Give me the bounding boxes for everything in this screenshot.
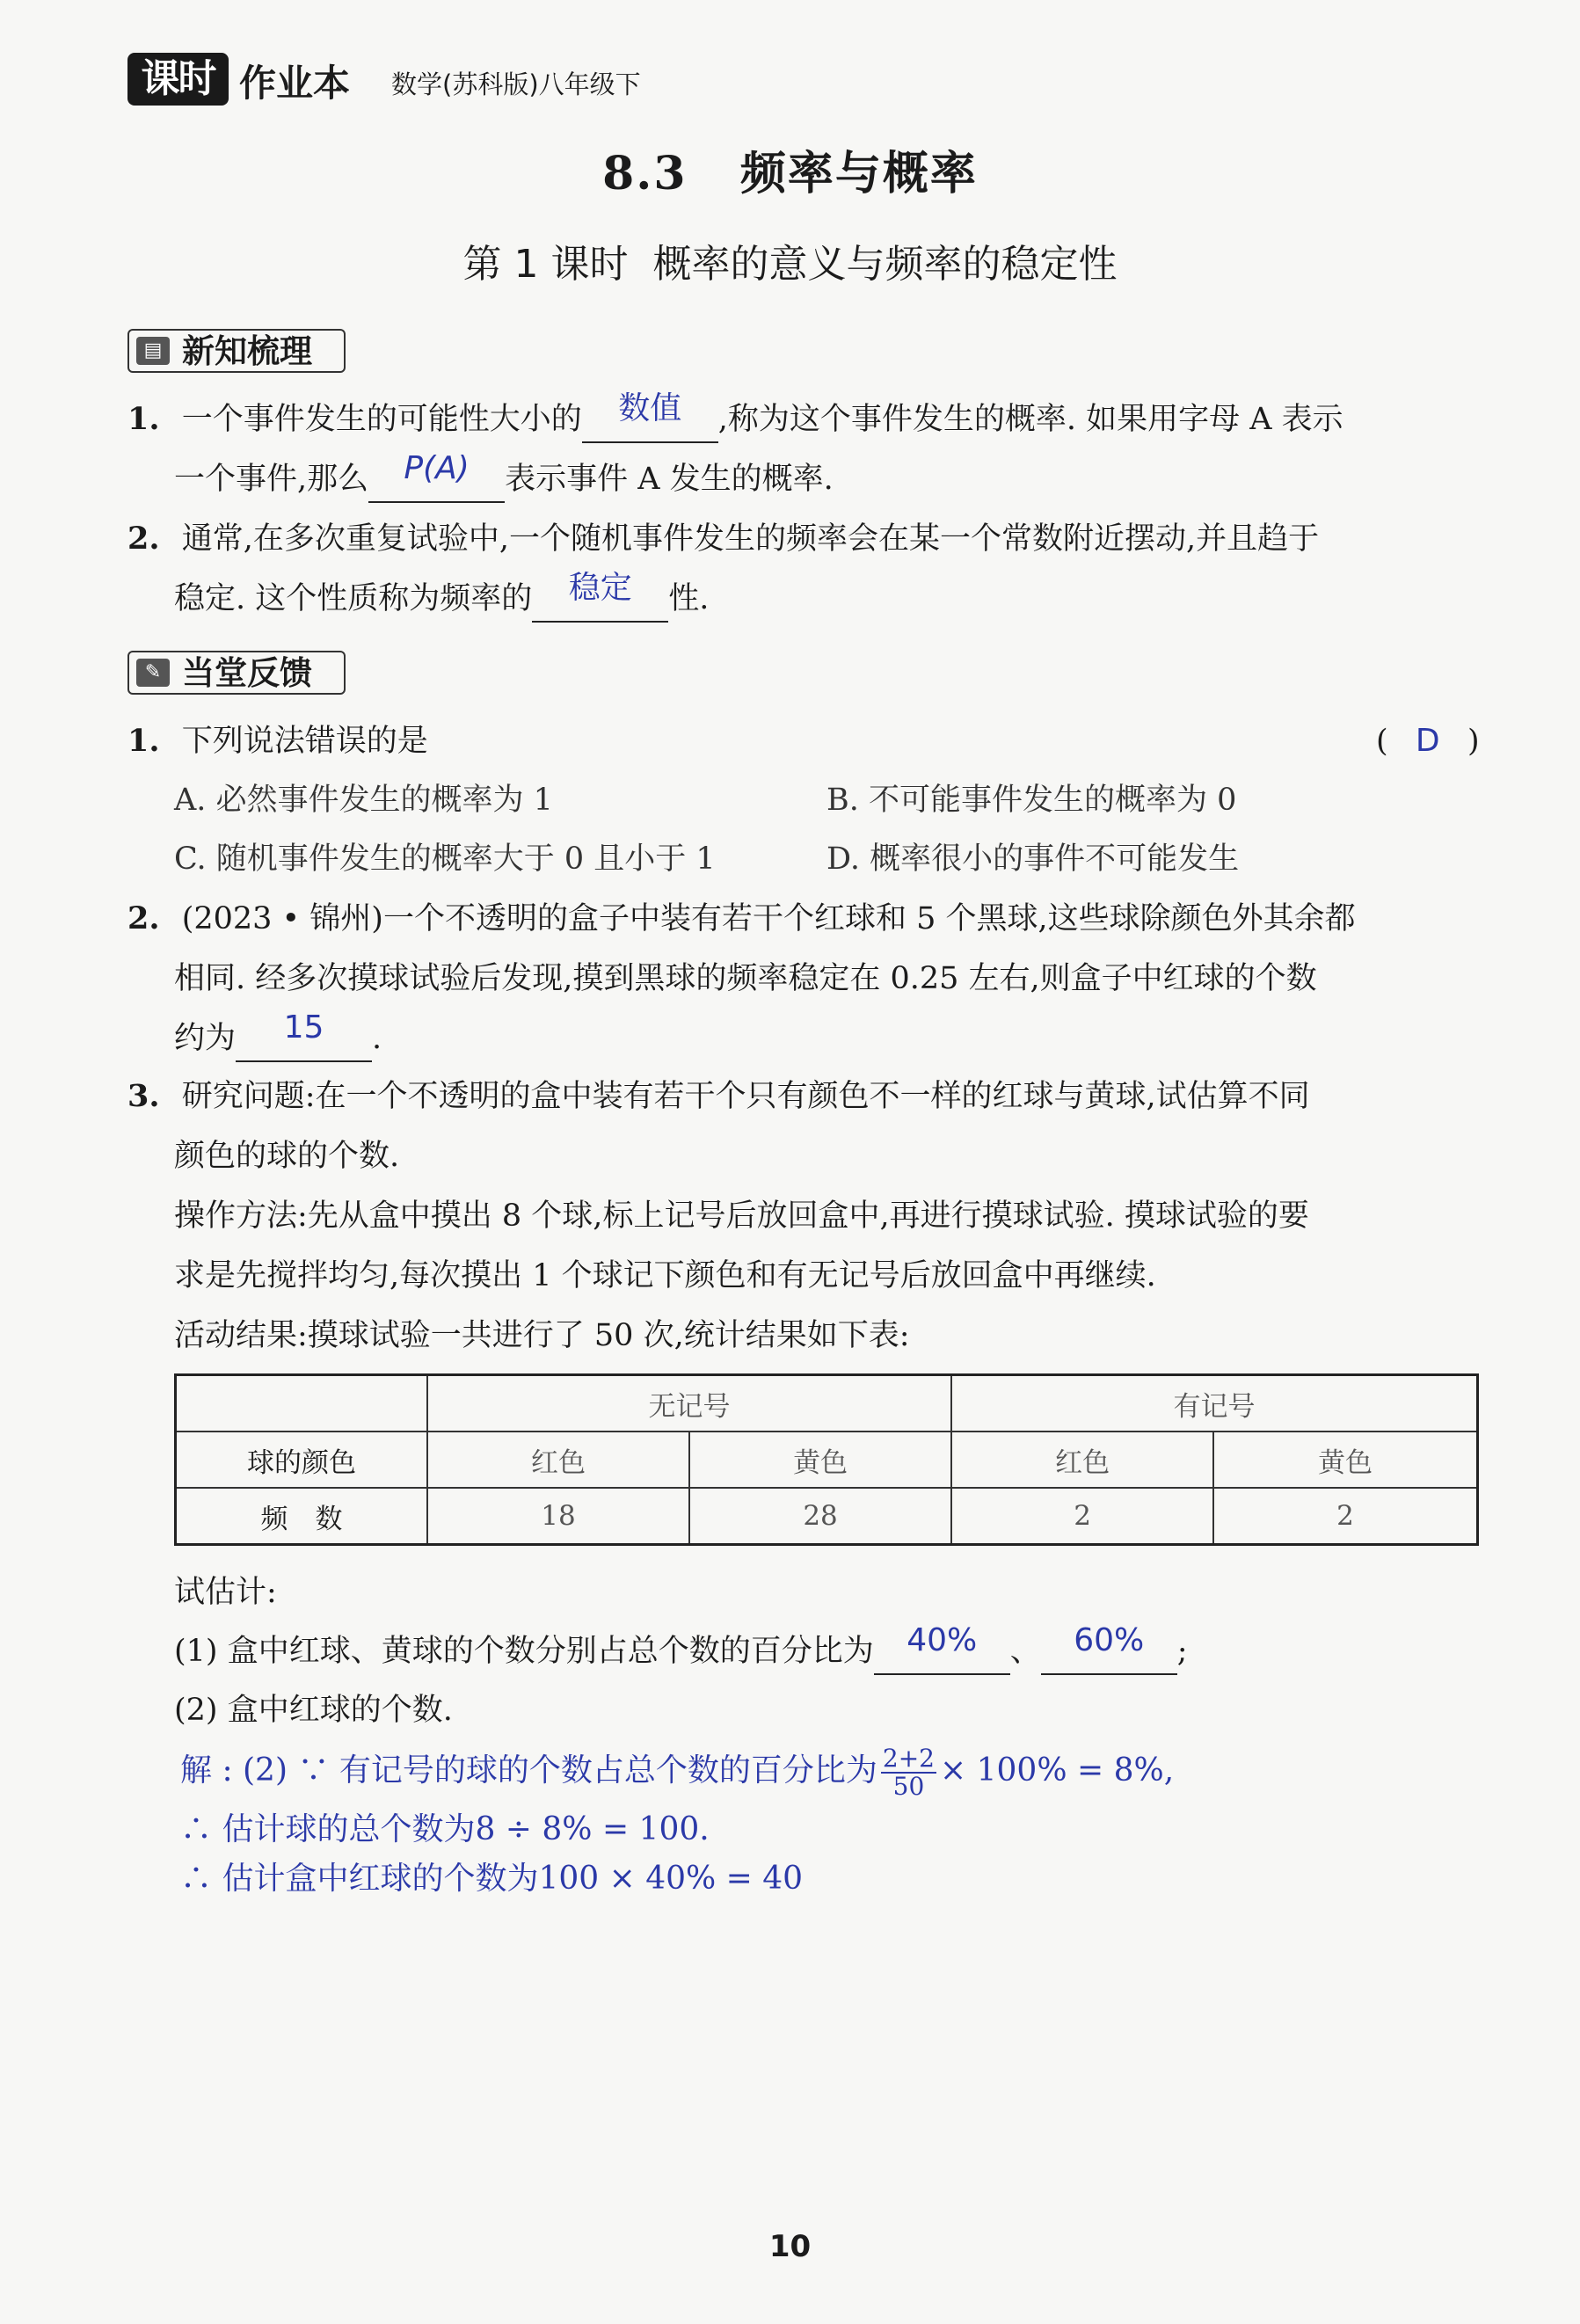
table-cell: 28	[689, 1488, 951, 1545]
answer-choice: D	[1415, 723, 1440, 759]
page-number: 10	[768, 2229, 812, 2264]
section-head-label: 当堂反馈	[182, 654, 312, 692]
text: 研究问题:在一个不透明的盒中装有若干个只有颜色不一样的红球与黄球,试估算不同	[181, 1079, 1310, 1114]
table-cell: 红色	[427, 1432, 689, 1488]
question-number: 2.	[127, 900, 160, 936]
text: 解 : (2) ∵ 有记号的球的个数占总个数的百分比为	[180, 1752, 877, 1789]
answer-blank	[1041, 1622, 1177, 1675]
text: 一个事件发生的可能性大小的	[181, 402, 582, 437]
feedback-q2-line3	[174, 1009, 382, 1062]
question-number: 1.	[127, 401, 160, 437]
table-row-label: 频 数	[176, 1488, 428, 1545]
paren-open: (	[1376, 724, 1388, 759]
text: 稳定. 这个性质称为频率的	[174, 581, 533, 616]
question-number: 3.	[127, 1078, 160, 1114]
text: 性.	[668, 581, 710, 616]
solution-line2: ∴ 估计球的总个数为8 ÷ 8% = 100.	[180, 1811, 710, 1847]
option-b: B. 不可能事件发生的概率为 0	[826, 783, 1237, 818]
book-icon: ▤	[136, 337, 170, 365]
text: (1) 盒中红球、黄球的个数分别占总个数的百分比为	[174, 1634, 874, 1669]
logo: 课时	[127, 53, 229, 106]
question-number: 1.	[127, 723, 160, 759]
text: × 100% = 8%,	[940, 1752, 1175, 1789]
table-cell: 2	[1213, 1488, 1477, 1545]
knowledge-q1-line1	[127, 390, 1343, 443]
table-cell: 2	[951, 1488, 1213, 1545]
text: 下列说法错误的是	[181, 724, 428, 759]
text: 表示事件 A 发生的概率.	[505, 462, 834, 497]
text: 、	[1009, 1634, 1041, 1669]
section-head-label: 新知梳理	[182, 332, 312, 370]
lesson-title: 第 1 课时 概率的意义与频率的稳定性	[462, 242, 1118, 287]
feedback-q3-line3: 操作方法:先从盒中摸出 8 个球,标上记号后放回盒中,再进行摸球试验. 摸球试验的要	[174, 1198, 1309, 1234]
feedback-q1-stem	[127, 719, 428, 763]
question-number: 2.	[127, 521, 160, 557]
knowledge-q2-line1	[127, 517, 1319, 561]
answer-blank	[368, 450, 505, 503]
text: 一个事件,那么	[174, 462, 369, 497]
table-cell: 黄色	[1213, 1432, 1477, 1488]
text: .	[372, 1021, 382, 1056]
section-head-new-knowledge	[127, 329, 346, 373]
subject-label: 数学(苏科版)八年级下	[391, 69, 641, 99]
text: ,称为这个事件发生的概率. 如果用字母 A 表示	[717, 402, 1343, 437]
answer-blank	[532, 570, 668, 623]
table-row-label: 球的颜色	[176, 1432, 428, 1488]
answer-text: P(A)	[404, 450, 470, 486]
brand-title: 作业本	[239, 62, 351, 105]
answer-text: 数值	[618, 390, 682, 426]
text: (2023 • 锦州)一个不透明的盒子中装有若干个红球和 5 个黑球,这些球除颜色外其余都	[181, 901, 1356, 936]
option-d: D. 概率很小的事件不可能发生	[826, 841, 1240, 877]
frequency-table	[174, 1373, 1479, 1546]
solution-line1	[180, 1745, 1174, 1800]
option-a: A. 必然事件发生的概率为 1	[174, 783, 553, 818]
section-head-feedback	[127, 651, 346, 695]
feedback-q3-line1	[127, 1075, 1310, 1118]
text: 约为	[174, 1021, 237, 1056]
knowledge-q1-line2	[174, 450, 834, 503]
table-row	[176, 1375, 1478, 1432]
answer-text: 60%	[1074, 1622, 1145, 1658]
answer-blank	[236, 1009, 372, 1062]
answer-text: 15	[283, 1009, 324, 1045]
section-title: 8.3 频率与概率	[602, 147, 978, 200]
option-c: C. 随机事件发生的概率大于 0 且小于 1	[174, 841, 716, 877]
table-group-header: 有记号	[951, 1375, 1477, 1432]
table-row	[176, 1488, 1478, 1545]
fraction	[881, 1745, 936, 1800]
fraction-numerator: 2+2	[882, 1744, 935, 1773]
table-cell: 18	[427, 1488, 689, 1545]
table-cell: 红色	[951, 1432, 1213, 1488]
feedback-q3-line2: 颜色的球的个数.	[174, 1139, 400, 1174]
table-cell: 黄色	[689, 1432, 951, 1488]
answer-blank	[874, 1622, 1010, 1675]
table-cell-empty	[176, 1375, 428, 1432]
estimate-label: 试估计:	[174, 1575, 277, 1610]
text: 通常,在多次重复试验中,一个随机事件发生的频率会在某一个常数附近摆动,并且趋于	[181, 521, 1320, 557]
sub-question-1	[174, 1622, 1188, 1675]
table-group-header: 无记号	[427, 1375, 951, 1432]
solution-line3: ∴ 估计盒中红球的个数为100 × 40% = 40	[180, 1861, 804, 1897]
answer-text: 稳定	[568, 570, 632, 606]
table-row	[176, 1432, 1478, 1488]
feedback-q2-line1	[127, 897, 1356, 941]
pencil-icon: ✎	[136, 659, 170, 687]
knowledge-q2-line2	[174, 570, 710, 623]
text: ;	[1176, 1634, 1188, 1669]
sub-question-2: (2) 盒中红球的个数.	[174, 1693, 453, 1728]
feedback-q2-line2: 相同. 经多次摸球试验后发现,摸到黑球的频率稳定在 0.25 左右,则盒子中红球的个数	[174, 961, 1317, 996]
feedback-q3-line5: 活动结果:摸球试验一共进行了 50 次,统计结果如下表:	[174, 1318, 910, 1353]
paren-close: )	[1467, 724, 1480, 759]
feedback-q3-line4: 求是先搅拌均匀,每次摸出 1 个球记下颜色和有无记号后放回盒中再继续.	[174, 1258, 1156, 1293]
fraction-denominator: 50	[892, 1772, 925, 1801]
answer-text: 40%	[906, 1622, 978, 1658]
answer-blank	[582, 390, 718, 443]
feedback-q1-answer-paren	[1376, 719, 1480, 763]
